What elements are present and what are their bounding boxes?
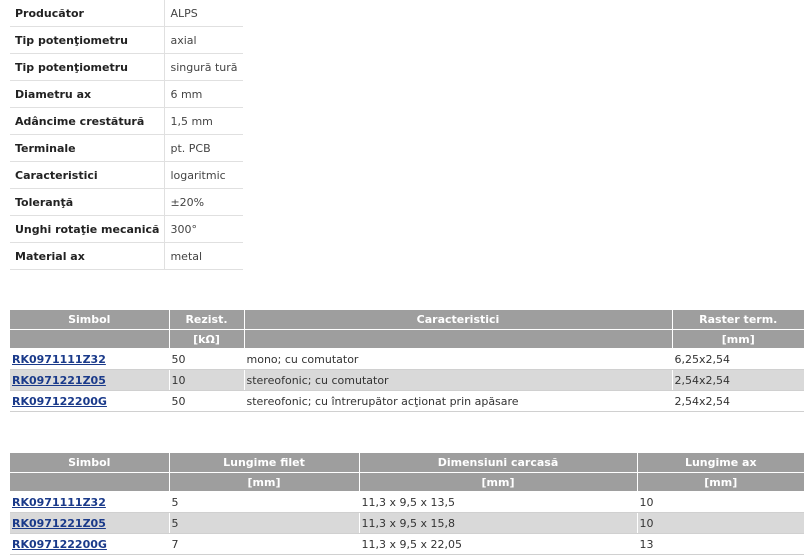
table-row <box>10 492 804 513</box>
ax-cell: 10 <box>637 513 804 534</box>
spec-row <box>10 0 243 27</box>
header-rezist: Rezist. <box>169 310 244 330</box>
product-resistance-table <box>10 310 804 412</box>
spec-label: Caracteristici <box>10 162 165 189</box>
spec-value: metal <box>165 243 243 270</box>
table-row <box>10 370 804 391</box>
spec-value: pt. PCB <box>165 135 243 162</box>
spec-label: Unghi rotaţie mecanică <box>10 216 165 243</box>
product-link[interactable]: RK097122200G <box>12 537 107 551</box>
unit-raster: [mm] <box>672 330 804 349</box>
spec-label: Adâncime crestătură <box>10 108 165 135</box>
product-dimensions-table <box>10 453 804 555</box>
spec-value: 300° <box>165 216 243 243</box>
spec-label: Toleranţă <box>10 189 165 216</box>
spec-row <box>10 243 243 270</box>
spec-row <box>10 108 243 135</box>
spec-row <box>10 81 243 108</box>
rezist-cell: 50 <box>169 391 244 412</box>
spec-value: 1,5 mm <box>165 108 243 135</box>
header-simbol: Simbol <box>10 453 169 473</box>
raster-cell: 2,54x2,54 <box>672 370 804 391</box>
dim-cell: 11,3 x 9,5 x 15,8 <box>359 513 637 534</box>
spec-label: Terminale <box>10 135 165 162</box>
spec-label: Producător <box>10 0 165 27</box>
spec-row <box>10 27 243 54</box>
unit-dimensiuni: [mm] <box>359 473 637 492</box>
product-link[interactable]: RK0971111Z32 <box>12 495 106 509</box>
spec-row <box>10 54 243 81</box>
unit-lungime-ax: [mm] <box>637 473 804 492</box>
spec-row <box>10 216 243 243</box>
spec-label: Tip potenţiometru <box>10 27 165 54</box>
rezist-cell: 10 <box>169 370 244 391</box>
unit-simbol <box>10 473 169 492</box>
spec-value: ±20% <box>165 189 243 216</box>
dim-cell: 11,3 x 9,5 x 13,5 <box>359 492 637 513</box>
spec-row <box>10 135 243 162</box>
caract-cell: mono; cu comutator <box>244 349 672 370</box>
spec-label: Diametru ax <box>10 81 165 108</box>
spec-row <box>10 189 243 216</box>
product-link[interactable]: RK0971111Z32 <box>12 352 106 366</box>
product-link[interactable]: RK097122200G <box>12 394 107 408</box>
spec-label: Material ax <box>10 243 165 270</box>
table-row <box>10 513 804 534</box>
header-caracteristici: Caracteristici <box>244 310 672 330</box>
product-link[interactable]: RK0971221Z05 <box>12 373 106 387</box>
raster-cell: 2,54x2,54 <box>672 391 804 412</box>
raster-cell: 6,25x2,54 <box>672 349 804 370</box>
caract-cell: stereofonic; cu întrerupător acţionat prin apăsare <box>244 391 672 412</box>
spec-value: ALPS <box>165 0 243 27</box>
table-row <box>10 349 804 370</box>
unit-simbol <box>10 330 169 349</box>
header-dimensiuni: Dimensiuni carcasă <box>359 453 637 473</box>
dim-cell: 11,3 x 9,5 x 22,05 <box>359 534 637 555</box>
header-lungime-filet: Lungime filet <box>169 453 359 473</box>
unit-rezist: [kΩ] <box>169 330 244 349</box>
spec-value: 6 mm <box>165 81 243 108</box>
specs-table <box>10 0 243 270</box>
rezist-cell: 50 <box>169 349 244 370</box>
table-row <box>10 391 804 412</box>
filet-cell: 5 <box>169 513 359 534</box>
filet-cell: 5 <box>169 492 359 513</box>
table-row <box>10 534 804 555</box>
header-simbol: Simbol <box>10 310 169 330</box>
spec-value: singură tură <box>165 54 243 81</box>
filet-cell: 7 <box>169 534 359 555</box>
header-raster: Raster term. <box>672 310 804 330</box>
spec-value: logaritmic <box>165 162 243 189</box>
ax-cell: 13 <box>637 534 804 555</box>
ax-cell: 10 <box>637 492 804 513</box>
spec-value: axial <box>165 27 243 54</box>
header-lungime-ax: Lungime ax <box>637 453 804 473</box>
product-link[interactable]: RK0971221Z05 <box>12 516 106 530</box>
caract-cell: stereofonic; cu comutator <box>244 370 672 391</box>
spec-label: Tip potenţiometru <box>10 54 165 81</box>
spec-row <box>10 162 243 189</box>
unit-lungime-filet: [mm] <box>169 473 359 492</box>
unit-caracteristici <box>244 330 672 349</box>
